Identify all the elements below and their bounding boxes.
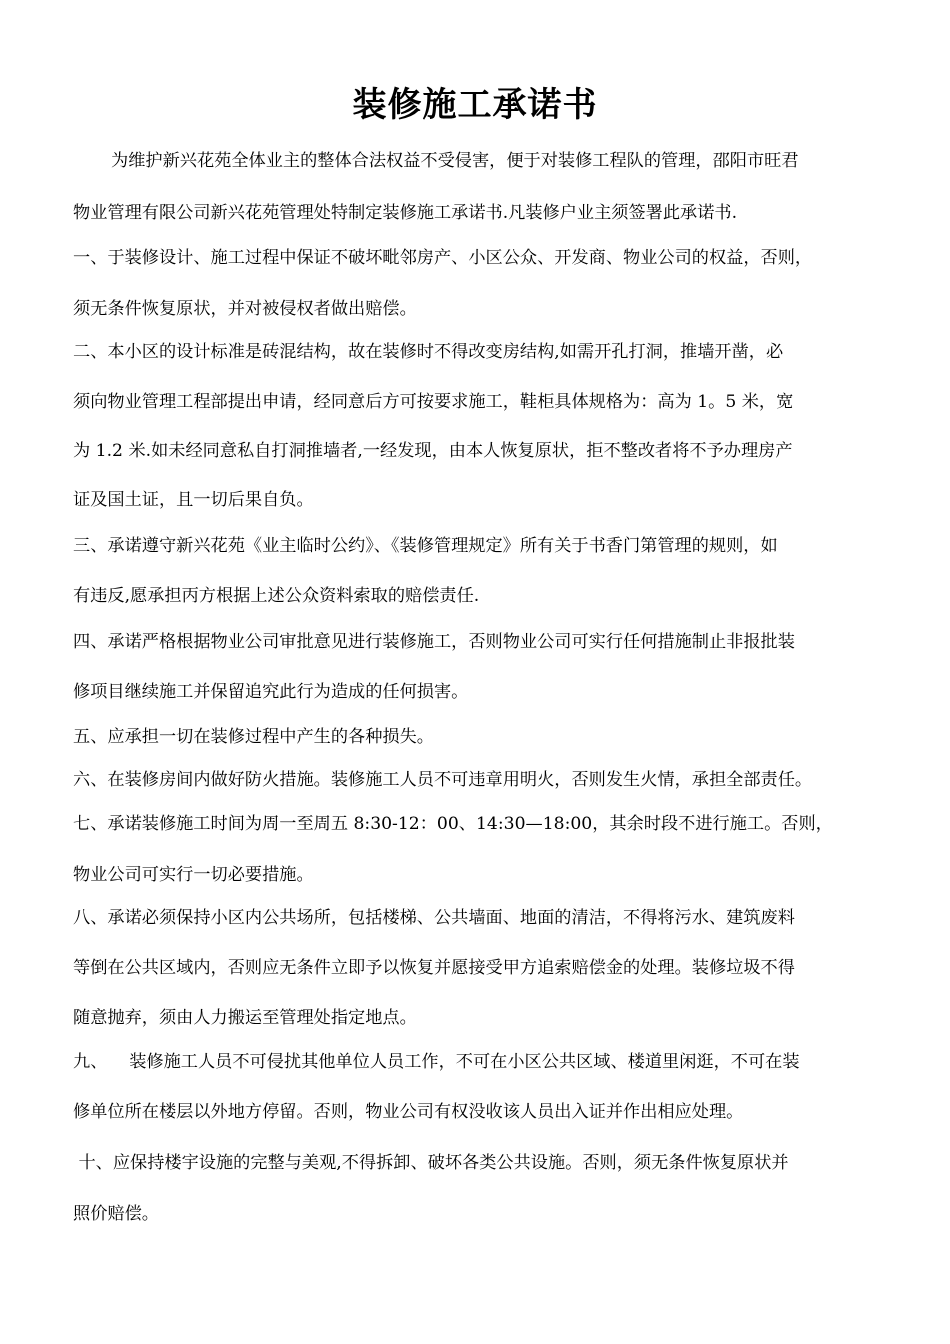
clause-9-line-1: 九、 装修施工人员不可侵扰其他单位人员工作，不可在小区公共区域、楼道里闲逛，不可在装 <box>73 1052 800 1072</box>
clause-4-line-1: 四、承诺严格根据物业公司审批意见进行装修施工，否则物业公司可实行任何措施制止非报批装 <box>73 632 795 652</box>
clause-8-line-2: 等倒在公共区域内，否则应无条件立即予以恢复并愿接受甲方追索赔偿金的处理。装修垃圾不得 <box>73 958 795 978</box>
clause-3-line-2: 有违反,愿承担丙方根据上述公众资料索取的赔偿责任. <box>73 586 480 606</box>
clause-8-line-1: 八、承诺必须保持小区内公共场所，包括楼梯、公共墙面、地面的清洁，不得将污水、建筑废料 <box>73 908 795 928</box>
clause-6-line-1: 六、在装修房间内做好防火措施。装修施工人员不可违章用明火，否则发生火情，承担全部责任。 <box>73 770 813 790</box>
paragraph-intro-line-1: 为维护新兴花苑全体业主的整体合法权益不受侵害，便于对装修工程队的管理，邵阳市旺君 <box>111 151 799 171</box>
clause-4-line-2: 修项目继续施工并保留追究此行为造成的任何损害。 <box>73 682 469 702</box>
clause-2-line-3: 为 1.2 米.如未经同意私自打洞推墙者,一经发现，由本人恢复原状，拒不整改者将不予办理房产 <box>73 441 793 461</box>
clause-1-line-2: 须无条件恢复原状，并对被侵权者做出赔偿。 <box>73 299 417 319</box>
clause-10-line-1: 十、应保持楼宇设施的完整与美观,不得拆卸、破坏各类公共设施。否则，须无条件恢复原状并 <box>73 1153 789 1173</box>
clause-2-line-1: 二、本小区的设计标准是砖混结构，故在装修时不得改变房结构,如需开孔打洞，推墙开凿，必 <box>73 342 784 362</box>
paragraph-intro-line-2: 物业管理有限公司新兴花苑管理处特制定装修施工承诺书.凡装修户业主须签署此承诺书. <box>73 203 738 223</box>
clause-9-line-2: 修单位所在楼层以外地方停留。否则，物业公司有权没收该人员出入证并作出相应处理。 <box>73 1102 744 1122</box>
clause-3-line-1: 三、承诺遵守新兴花苑《业主临时公约》、《装修管理规定》所有关于书香门第管理的规则，如 <box>73 536 778 556</box>
clause-2-line-2: 须向物业管理工程部提出申请，经同意后方可按要求施工，鞋柜具体规格为：高为 1。5 米，宽 <box>73 392 794 412</box>
clause-8-line-3: 随意抛弃，须由人力搬运至管理处指定地点。 <box>73 1008 417 1028</box>
clause-2-line-4: 证及国土证，且一切后果自负。 <box>73 490 314 510</box>
document-title: 装修施工承诺书 <box>352 85 598 125</box>
clause-10-line-2: 照价赔偿。 <box>73 1204 159 1224</box>
clause-7-line-1: 七、承诺装修施工时间为周一至周五 8:30-12：00、14:30—18:00，其余时段不进行施工。否则， <box>73 814 833 834</box>
clause-7-line-2: 物业公司可实行一切必要措施。 <box>73 865 314 885</box>
clause-1-line-1: 一、于装修设计、施工过程中保证不破坏毗邻房产、小区公众、开发商、物业公司的权益，否则， <box>73 248 813 268</box>
clause-5-line-1: 五、应承担一切在装修过程中产生的各种损失。 <box>73 727 434 747</box>
